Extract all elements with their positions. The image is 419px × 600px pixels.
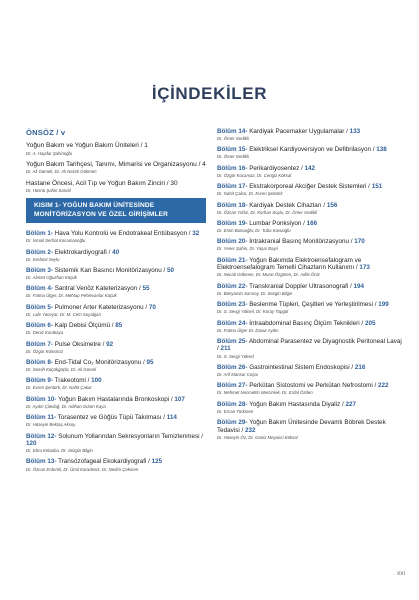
- toc-left-column: [26, 128, 206, 477]
- chapter-label: Bölüm 28-: [217, 400, 248, 408]
- toc-entry: [26, 414, 206, 427]
- entry-title: [217, 257, 402, 272]
- entry-authors: Dr. Nahit Çakar, Dr. Evren Şentürk: [217, 191, 283, 197]
- chapter-page-number: 142: [304, 164, 316, 172]
- toc-entry: [217, 238, 402, 251]
- entry-authors: Dr. S. Sevgi Yüksel: [217, 353, 254, 359]
- chapter-label: Bölüm 24-: [217, 319, 248, 327]
- toc-entry: [26, 359, 206, 372]
- chapter-page-number: 222: [378, 382, 389, 390]
- entry-title: [26, 304, 206, 312]
- entry-authors: Dr. Emin Bunuoğlu, Dr. Tuba Kavuoğlu: [217, 228, 291, 234]
- chapter-label: Bölüm 10-: [26, 395, 57, 403]
- chapter-title: Abdominal Parasentez ve Diyagnostik Peritoneal Lavaj /: [217, 337, 402, 353]
- entry-authors: Dr. Bünyamin Sarısoy, Dr. Sezgin Bilgin: [217, 290, 293, 296]
- section-banner: KISIM 1- YOĞUN BAKIM ÜNİTESİNDE MONİTÖRİZASYON VE ÖZEL GİRİŞİMLER: [26, 198, 206, 223]
- entry-title: [217, 320, 402, 328]
- entry-title: Yoğun Bakım Tarihçesi, Tanımı, Mimarisi ve Organizasyonu / 4: [26, 160, 206, 168]
- chapter-page-number: 50: [167, 266, 175, 274]
- toc-entry: [26, 142, 206, 156]
- chapter-label: Bölüm 23-: [217, 301, 248, 309]
- chapter-title: Transözofageal Ekokardiyografi /: [58, 458, 152, 466]
- toc-entry: [26, 249, 206, 262]
- toc-entry: [26, 396, 206, 409]
- chapter-title: Yoğun Bakım Hastalarında Bronkoskopi /: [58, 395, 175, 403]
- chapter-page-number: 40: [112, 248, 120, 256]
- entry-title: [217, 419, 402, 434]
- entry-title: [26, 322, 206, 330]
- toc-entry: [26, 322, 206, 335]
- chapter-title: Beslenme Tüpleri, Çeşitleri ve Yerleştirilmesi /: [249, 301, 379, 309]
- chapter-page-number: 199: [378, 301, 389, 309]
- chapter-title: Pulse Oksimetre /: [54, 340, 107, 348]
- chapter-title: Santral Venöz Kateterizasyon /: [54, 285, 143, 293]
- chapter-title: Elektriksel Kardiyoversiyon ve Defibrilasyon /: [249, 146, 377, 154]
- toc-entry: [217, 257, 402, 278]
- chapter-list-right: [217, 128, 402, 440]
- chapter-page-number: 95: [146, 358, 154, 366]
- entry-authors: Dr. Abmet Oğuzhan Küçük: [26, 275, 77, 281]
- chapter-label: Bölüm 25-: [217, 337, 248, 345]
- entry-title: [26, 267, 206, 275]
- chapter-label: Bölüm 18-: [217, 201, 248, 209]
- entry-authors: Dr. Özcan Erdemli, Dr. Ümit Karadeniz, Dr. Nedim Çekmen: [26, 466, 139, 472]
- entry-title: [217, 128, 402, 136]
- chapter-page-number: 170: [354, 238, 365, 246]
- chapter-title: Trakeotomi /: [54, 377, 92, 385]
- entry-authors: Dr. Hüsnü Şahin Sandıl: [26, 188, 71, 194]
- entry-title: [26, 396, 206, 404]
- entry-authors: Dr. Ercan Türkmen: [217, 408, 254, 414]
- toc-entry: [217, 220, 402, 233]
- entry-authors: Dr. Lale Yüceyar, Dr. M. Cem Soyalgan: [26, 311, 101, 317]
- entry-title: [26, 458, 206, 466]
- chapter-label: Bölüm 22-: [217, 282, 248, 290]
- entry-authors: Dr. Yener Şahin, Dr. Yaşar Bayri: [217, 246, 279, 252]
- preface-heading: ÖNSÖZ / v: [26, 128, 66, 137]
- chapter-page-number: 70: [148, 303, 156, 311]
- chapter-title: Yoğun Bakımda Elektroensefalogram ve Elektroensefalogram Temelli Cihazların Kullanımı /: [217, 256, 362, 272]
- toc-entry: [217, 364, 402, 377]
- page-title: İÇİNDEKİLER: [151, 84, 268, 103]
- chapter-title: Ekstrakorporeal Akciğer Destek Sistemleri /: [249, 183, 372, 191]
- chapter-label: Bölüm 16-: [217, 164, 248, 172]
- entry-authors: Dr. Ömer Gedikli: [217, 136, 249, 142]
- toc-entry: [26, 433, 206, 454]
- entry-authors: Dr. Arif Mansur Coşar: [217, 371, 259, 377]
- entry-title: [217, 146, 402, 154]
- entry-authors: Dr. Deniz Karakaya: [26, 330, 64, 336]
- chapter-title: Solunum Yollarından Sekresyonların Temizlenmesi /: [58, 432, 203, 440]
- chapter-title: Hava Yolu Kontrolü ve Endotrakeal Entübasyon /: [54, 230, 193, 238]
- entry-authors: Dr. A. Haydar Şahinoğlu: [26, 150, 73, 156]
- toc-entry: [26, 230, 206, 243]
- toc-entry: [26, 180, 206, 194]
- chapter-title: Yoğun Bakım Hastasında Diyaliz /: [249, 400, 346, 408]
- entry-title: [217, 238, 402, 246]
- chapter-title: Kalp Debisi Ölçümü /: [54, 322, 116, 330]
- chapter-page-number: 216: [354, 363, 366, 371]
- chapter-page-number: 211: [220, 345, 231, 353]
- entry-title: Hastane Öncesi, Acil Tıp ve Yoğun Bakım Zinciri / 30: [26, 179, 178, 187]
- chapter-label: Bölüm 8-: [26, 358, 53, 366]
- chapter-title: Kardiyak Destek Cihazları /: [249, 201, 327, 209]
- entry-title: [26, 377, 206, 385]
- toc-right-column: [217, 128, 402, 445]
- chapter-label: Bölüm 9-: [26, 377, 53, 385]
- entry-authors: Dr. Aydın Çiledağ, Dr. Adihan Gürün Kaya: [26, 403, 106, 409]
- toc-entry: [26, 267, 206, 280]
- entry-title: [26, 230, 206, 238]
- chapter-label: Bölüm 15-: [217, 146, 248, 154]
- chapter-page-number: 100: [91, 377, 102, 385]
- chapter-page-number: 32: [192, 230, 200, 238]
- chapter-label: Bölüm 27-: [217, 382, 248, 390]
- chapter-label: Bölüm 1-: [26, 230, 53, 238]
- chapter-label: Bölüm 14-: [217, 128, 248, 135]
- chapter-title: End-Tidal Co₂ Monitörizasyonu /: [54, 358, 147, 366]
- chapter-title: İntraabdominal Basınç Ölçüm Teknikleri /: [249, 319, 365, 327]
- chapter-page-number: 138: [376, 146, 387, 154]
- chapter-title: Kardiyak Pacemaker Uygulamalar /: [249, 128, 350, 135]
- chapter-page-number: 156: [326, 201, 338, 209]
- entry-title: [217, 301, 402, 309]
- entry-title: [217, 202, 402, 210]
- entry-authors: Dr. Ali Gümeli, Dr. Ali Nezzti Gökmen: [26, 169, 97, 175]
- entry-title: [217, 382, 402, 390]
- chapter-page-number: 92: [106, 340, 114, 348]
- chapter-label: Bölüm 6-: [26, 322, 53, 330]
- toc-entry: [26, 304, 206, 317]
- toc-entry: [217, 301, 402, 314]
- entry-authors: Dr. Fatma Ülger, Dr. Mehtap Pehlevanlar Küçük: [26, 293, 117, 299]
- chapter-title: Pulmoner Arter Kateterizasyonu /: [54, 303, 149, 311]
- entry-title: [26, 414, 206, 422]
- chapter-label: Bölüm 4-: [26, 285, 53, 293]
- chapter-label: Bölüm 13-: [26, 458, 57, 466]
- chapter-title: Perkütan Sistostomi ve Perkütan Nefrostomi /: [249, 382, 378, 390]
- chapter-page-number: 114: [166, 414, 177, 422]
- chapter-label: Bölüm 7-: [26, 340, 53, 348]
- chapter-label: Bölüm 2-: [26, 248, 53, 256]
- toc-entry: [217, 165, 402, 178]
- chapter-label: Bölüm 11-: [26, 414, 57, 422]
- chapter-title: Gastrointestinal Sistem Endoskopisi /: [249, 363, 355, 371]
- entry-title: [217, 338, 402, 353]
- chapter-label: Bölüm 3-: [26, 266, 53, 274]
- toc-entry: [26, 341, 206, 354]
- front-matter-list: [26, 142, 206, 193]
- entry-authors: Dr. Hüseyin Bektaş Aksoy: [26, 422, 76, 428]
- toc-entry: [217, 202, 402, 215]
- entry-title: [217, 401, 402, 409]
- chapter-page-number: 173: [359, 264, 370, 272]
- chapter-page-number: 55: [142, 285, 150, 293]
- chapter-list-left: [26, 230, 206, 472]
- toc-entry: [217, 419, 402, 440]
- chapter-label: Bölüm 17-: [217, 183, 248, 191]
- chapter-label: Bölüm 21-: [217, 256, 248, 264]
- chapter-title: Transkranial Doppler Ultrasonografi /: [249, 282, 354, 290]
- chapter-title: Sistemik Kan Basıncı Monitörizasyonu /: [54, 266, 168, 274]
- entry-title: [217, 183, 402, 191]
- entry-title: [26, 285, 206, 293]
- toc-entry: [217, 183, 402, 196]
- chapter-page-number: 227: [345, 400, 356, 408]
- chapter-label: Bölüm 12-: [26, 432, 57, 440]
- toc-entry: [217, 320, 402, 333]
- chapter-title: Yoğun Bakım Ünitesinde Devamlı Böbrek Destek Tedavisi /: [217, 419, 386, 434]
- chapter-page-number: 166: [306, 219, 318, 227]
- entry-title: [26, 433, 206, 448]
- entry-authors: Dr. Ömer Gedikli: [217, 154, 249, 160]
- entry-authors: Dr. Özgür Kocamaz, Dr. Cengiz Köksal: [217, 172, 292, 178]
- entry-authors: Dr. Mehmet Necmettin Mercimek, Dr. Erdal Özden: [217, 390, 313, 396]
- entry-title: [26, 249, 206, 257]
- entry-authors: Dr. Fatma Ülger Dr. Davut Aydın: [217, 327, 279, 333]
- chapter-page-number: 85: [115, 322, 123, 330]
- toc-entry: [26, 285, 206, 298]
- entry-title: [217, 364, 402, 372]
- toc-entry: [217, 283, 402, 296]
- toc-entry: [217, 382, 402, 395]
- chapter-page-number: 205: [364, 319, 376, 327]
- chapter-page-number: 133: [349, 128, 361, 135]
- page-number: xxi: [397, 570, 405, 577]
- chapter-label: Bölüm 19-: [217, 219, 248, 227]
- entry-authors: Dr. Özcan Yıldız, Dr. Korhan Soylu, Dr. Ömer Gedikli: [217, 209, 318, 215]
- chapter-title: İntrakranial Basınç Monitörizasyonu /: [249, 238, 355, 246]
- entry-title: [217, 220, 402, 228]
- chapter-page-number: 194: [353, 282, 365, 290]
- entry-authors: Dr. Kerbost Seylu: [26, 256, 60, 262]
- entry-authors: Dr. S. Sevgi Yüksel, Dr. Koray Topgül: [217, 309, 289, 315]
- toc-entry: [217, 146, 402, 159]
- toc-entry: [217, 128, 402, 141]
- entry-authors: Dr. Özgür Kömürcü: [26, 348, 63, 354]
- chapter-label: Bölüm 26-: [217, 363, 248, 371]
- chapter-page-number: 107: [174, 395, 185, 403]
- chapter-page-number: 125: [151, 458, 163, 466]
- entry-title: [217, 283, 402, 291]
- entry-title: [217, 165, 402, 173]
- chapter-title: Lumbar Ponksiyon /: [249, 219, 307, 227]
- toc-entry: [217, 338, 402, 359]
- toc-entry: [26, 458, 206, 471]
- entry-authors: Dr. Ebru Kelaoba, Dr. Sezgin Bilgin: [26, 448, 93, 454]
- chapter-title: Perikardiyosentez /: [249, 164, 305, 172]
- chapter-page-number: 120: [26, 440, 37, 448]
- entry-authors: Dr. İsmail Serhat Kocamanoğlu: [26, 238, 86, 244]
- entry-title: Yoğun Bakım ve Yoğun Bakım Üniteleri / 1: [26, 142, 148, 149]
- chapter-page-number: 232: [245, 426, 256, 434]
- chapter-label: Bölüm 20-: [217, 238, 248, 246]
- chapter-label: Bölüm 5-: [26, 303, 53, 311]
- chapter-page-number: 151: [371, 183, 383, 191]
- entry-authors: Dr. Semih Küçükgüçlü, Dr. Ali Gürerli: [26, 367, 97, 373]
- entry-authors: Dr. Evren Şentürk, Dr. Nahit Çakar: [26, 385, 92, 391]
- entry-authors: Dr. Necati Gökmen, Dr. Murat Özgören, Dr. Adile Öniz: [217, 272, 320, 278]
- toc-entry: [26, 377, 206, 390]
- chapter-label: Bölüm 29-: [217, 419, 248, 427]
- entry-authors: Dr. Hüseyin Öz, Dr. Güniz Meyanci Köksal: [217, 434, 298, 440]
- entry-title: [26, 359, 206, 367]
- entry-title: [26, 341, 206, 349]
- chapter-title: Elektrokardiyografi /: [54, 248, 113, 256]
- toc-entry: [26, 161, 206, 175]
- toc-entry: [217, 401, 402, 414]
- chapter-title: Torasentez ve Göğüs Tüpü Takılması /: [57, 414, 167, 422]
